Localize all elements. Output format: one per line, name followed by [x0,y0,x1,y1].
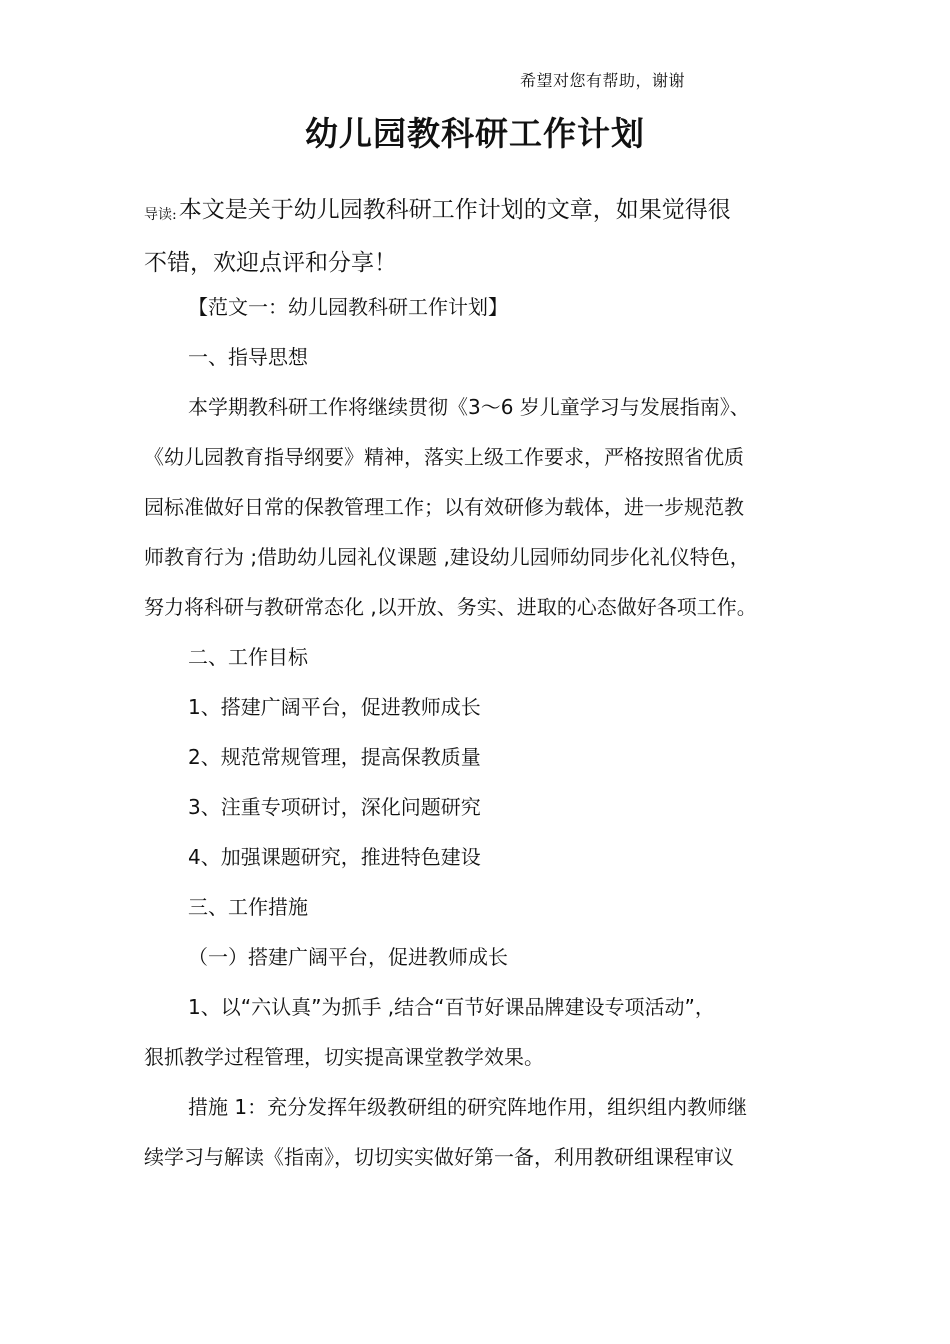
heading-guiding-ideology: 一、指导思想 [188,345,308,369]
goal-item: 2、规范常规管理，提高保教质量 [188,745,481,769]
paragraph-line: 1、以“六认真”为抓手 ,结合“百节好课品牌建设专项活动”， [188,995,715,1019]
goal-item: 1、搭建广阔平台，促进教师成长 [188,695,481,719]
intro-text-line1: 本文是关于幼儿园教科研工作计划的文章，如果觉得很 [178,197,731,223]
intro-label: 导读: [144,207,177,223]
paragraph-line: 续学习与解读《指南》，切切实实做好第一备，利用教研组课程审议 [144,1145,734,1169]
intro-text-line2: 不错，欢迎点评和分享！ [144,250,397,276]
intro-paragraph [144,186,824,287]
paragraph-line: 师教育行为 ;借助幼儿园礼仪课题 ,建设幼儿园师幼同步化礼仪特色， [144,545,750,569]
paragraph-line: 措施 1：充分发挥年级教研组的研究阵地作用，组织组内教师继 [188,1095,748,1119]
paragraph-line: 本学期教科研工作将继续贯彻《3～6 岁儿童学习与发展指南》、 [188,395,750,419]
goal-item: 4、加强课题研究，推进特色建设 [188,845,481,869]
header-note: 希望对您有帮助，谢谢 [520,71,686,90]
paragraph-line: 《幼儿园教育指导纲要》精神，落实上级工作要求，严格按照省优质 [144,445,744,469]
paragraph-line: 狠抓教学过程管理，切实提高课堂教学效果。 [144,1045,544,1069]
goal-item: 3、注重专项研讨，深化问题研究 [188,795,481,819]
document-title: 幼儿园教科研工作计划 [305,114,645,153]
heading-work-measures: 三、工作措施 [188,895,308,919]
subheading-measure-1: （一）搭建广阔平台，促进教师成长 [188,945,508,969]
paragraph-line: 努力将科研与教研常态化 ,以开放、务实、进取的心态做好各项工作。 [144,595,757,619]
heading-work-goals: 二、工作目标 [188,645,308,669]
section-heading: 【范文一：幼儿园教科研工作计划】 [188,295,508,319]
paragraph-line: 园标准做好日常的保教管理工作；以有效研修为载体，进一步规范教 [144,495,744,519]
